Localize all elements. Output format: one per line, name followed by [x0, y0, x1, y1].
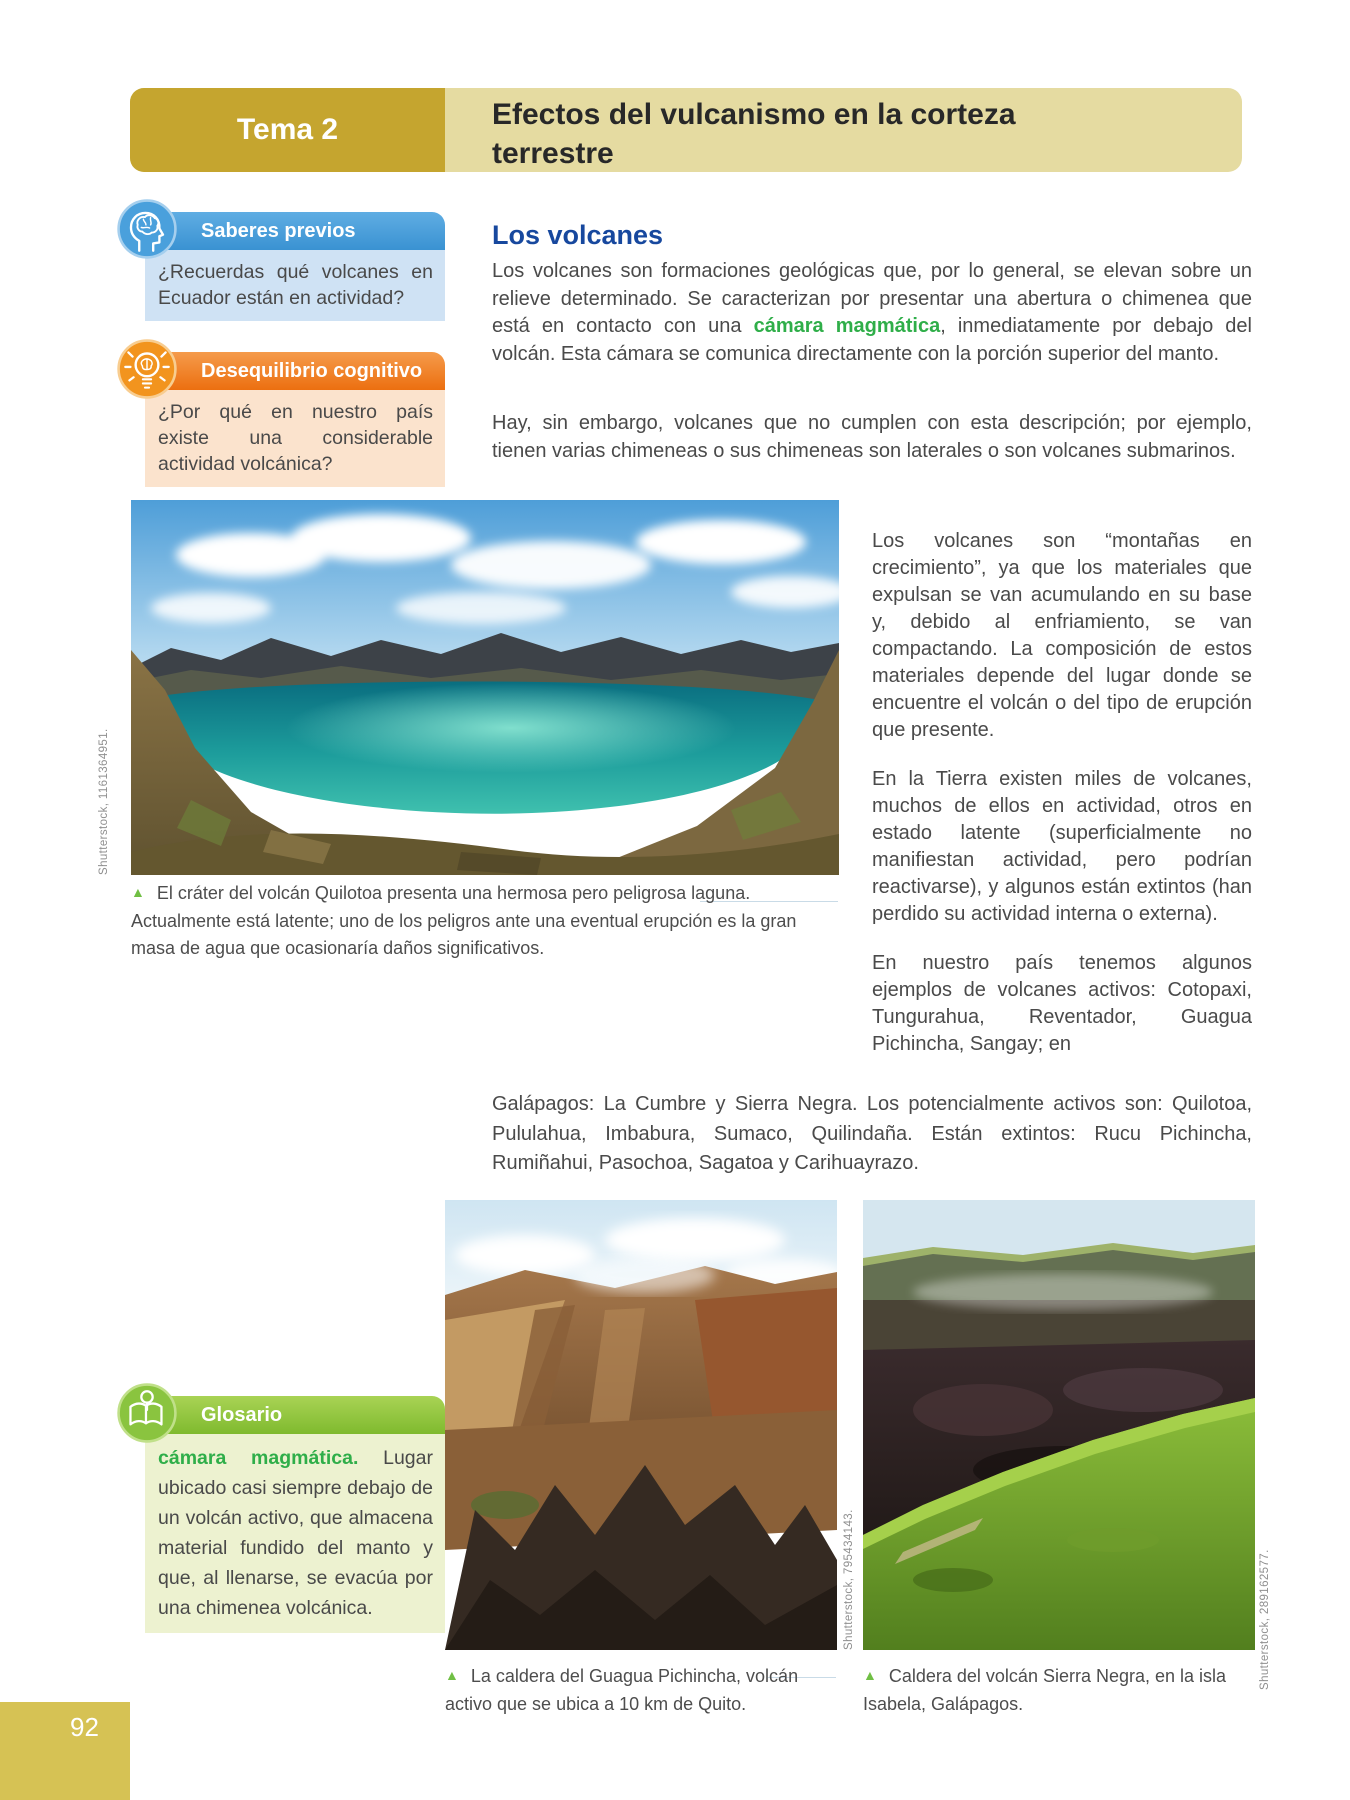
glosario-term: cámara magmática. [158, 1447, 359, 1469]
quilotoa-caption-text: El cráter del volcán Quilotoa presenta una hermosa pero peligrosa laguna. Actualmente está latente; uno de los peligros ante una eventual erupción es la gran masa de agua que ocasionaría daños significativos. [131, 883, 797, 958]
glosario-header [145, 1396, 445, 1434]
saberes-previos-body [145, 250, 445, 321]
glossary-term-link: cámara magmática [753, 315, 941, 337]
brain-head-icon [116, 198, 178, 260]
photo-credit-sierra-negra: Shutterstock, 289162577. [1259, 1549, 1271, 1690]
desequilibrio-body [145, 390, 445, 487]
page-title: Efectos del vulcanismo en la corteza terrestre [492, 98, 1016, 170]
right-column [872, 528, 1252, 1080]
paragraph-1 [492, 258, 1252, 368]
pichincha-caption-text: La caldera del Guagua Pichincha, volcán activo que se ubica a 10 km de Quito. [445, 1666, 799, 1714]
desequilibrio-question: ¿Por qué en nuestro país existe una considerable actividad volcánica? [158, 401, 433, 475]
sierra-negra-caption [863, 1663, 1243, 1718]
quilotoa-crater-photo [131, 500, 839, 875]
topic-label: Tema 2 [236, 113, 339, 146]
column-paragraph-2: En la Tierra existen miles de volcanes, muchos de ellos en actividad, otros en estado latente (superficialmente no manifiestan actividad, pero podrían reactivarse), y algunos están extintos (han perdido su actividad interna o externa). [872, 768, 1252, 925]
saberes-previos-title: Saberes previos [201, 220, 356, 242]
paragraph-1-text-after: , inmediatamente por debajo del volcán. Esta cámara se comunica directamente con la porción superior del manto. [492, 315, 1252, 365]
pichincha-caption [445, 1663, 837, 1718]
caption-marker-icon: ▲ [863, 1667, 877, 1683]
glosario-title: Glosario [201, 1404, 283, 1426]
column-paragraph-3: En nuestro país tenemos algunos ejemplos de volcanes activos: Cotopaxi, Tungurahua, Reventador, Guagua Pichincha, Sangay; en [872, 952, 1252, 1055]
paragraph-1-text: Los volcanes son formaciones geológicas que, por lo general, se elevan sobre un relieve determinado. Se caracterizan por presentar una abertura o chimenea que está en contacto con una [492, 260, 1252, 337]
column-paragraph-1: Los volcanes son “montañas en crecimiento”, ya que los materiales que expulsan se van acumulando en su base y, debido al enfriamiento, se van compactando. La composición de estos materiales depende del lugar donde se encuentre el volcán o del tipo de erupción que presente. [872, 530, 1252, 741]
paragraph-2: Hay, sin embargo, volcanes que no cumplen con esta descripción; por ejemplo, tienen varias chimeneas o sus chimeneas son laterales o son volcanes submarinos. [492, 412, 1252, 462]
book-magnifier-icon [116, 1382, 178, 1444]
desequilibrio-header [145, 352, 445, 390]
caption-marker-icon: ▲ [131, 884, 145, 900]
glosario-body [145, 1434, 445, 1633]
caption-marker-icon: ▲ [445, 1667, 459, 1683]
lightbulb-brain-icon [116, 338, 178, 400]
desequilibrio-title: Desequilibrio cognitivo [201, 360, 423, 382]
page-number: 92 [70, 1712, 99, 1742]
sierra-negra-caldera-photo [863, 1200, 1255, 1650]
topic-badge [130, 88, 445, 172]
page-number-block [0, 1702, 130, 1800]
wide-paragraph: Galápagos: La Cumbre y Sierra Negra. Los potencialmente activos son: Quilotoa, Pululahua, Imbabura, Sumaco, Quilindaña. Están extintos: Rucu Pichincha, Rumiñahui, Pasochoa, Sagatoa y Carihuayrazo. [492, 1093, 1252, 1174]
section-heading: Los volcanes [492, 220, 664, 250]
sierra-negra-caption-text: Caldera del volcán Sierra Negra, en la isla Isabela, Galápagos. [863, 1666, 1227, 1714]
pichincha-caldera-photo [445, 1200, 837, 1650]
saberes-previos-question: ¿Recuerdas qué volcanes en Ecuador están en actividad? [158, 261, 433, 309]
quilotoa-caption [131, 880, 823, 962]
photo-credit-pichincha: Shutterstock, 795434143. [843, 1509, 855, 1650]
photo-credit-quilotoa: Shutterstock, 1161364951. [98, 728, 110, 875]
glosario-definition: Lugar ubicado casi siempre debajo de un volcán activo, que almacena material fundido del manto y que, al llenarse, se evacúa por una chimenea volcánica. [158, 1447, 433, 1619]
saberes-previos-header [145, 212, 445, 250]
